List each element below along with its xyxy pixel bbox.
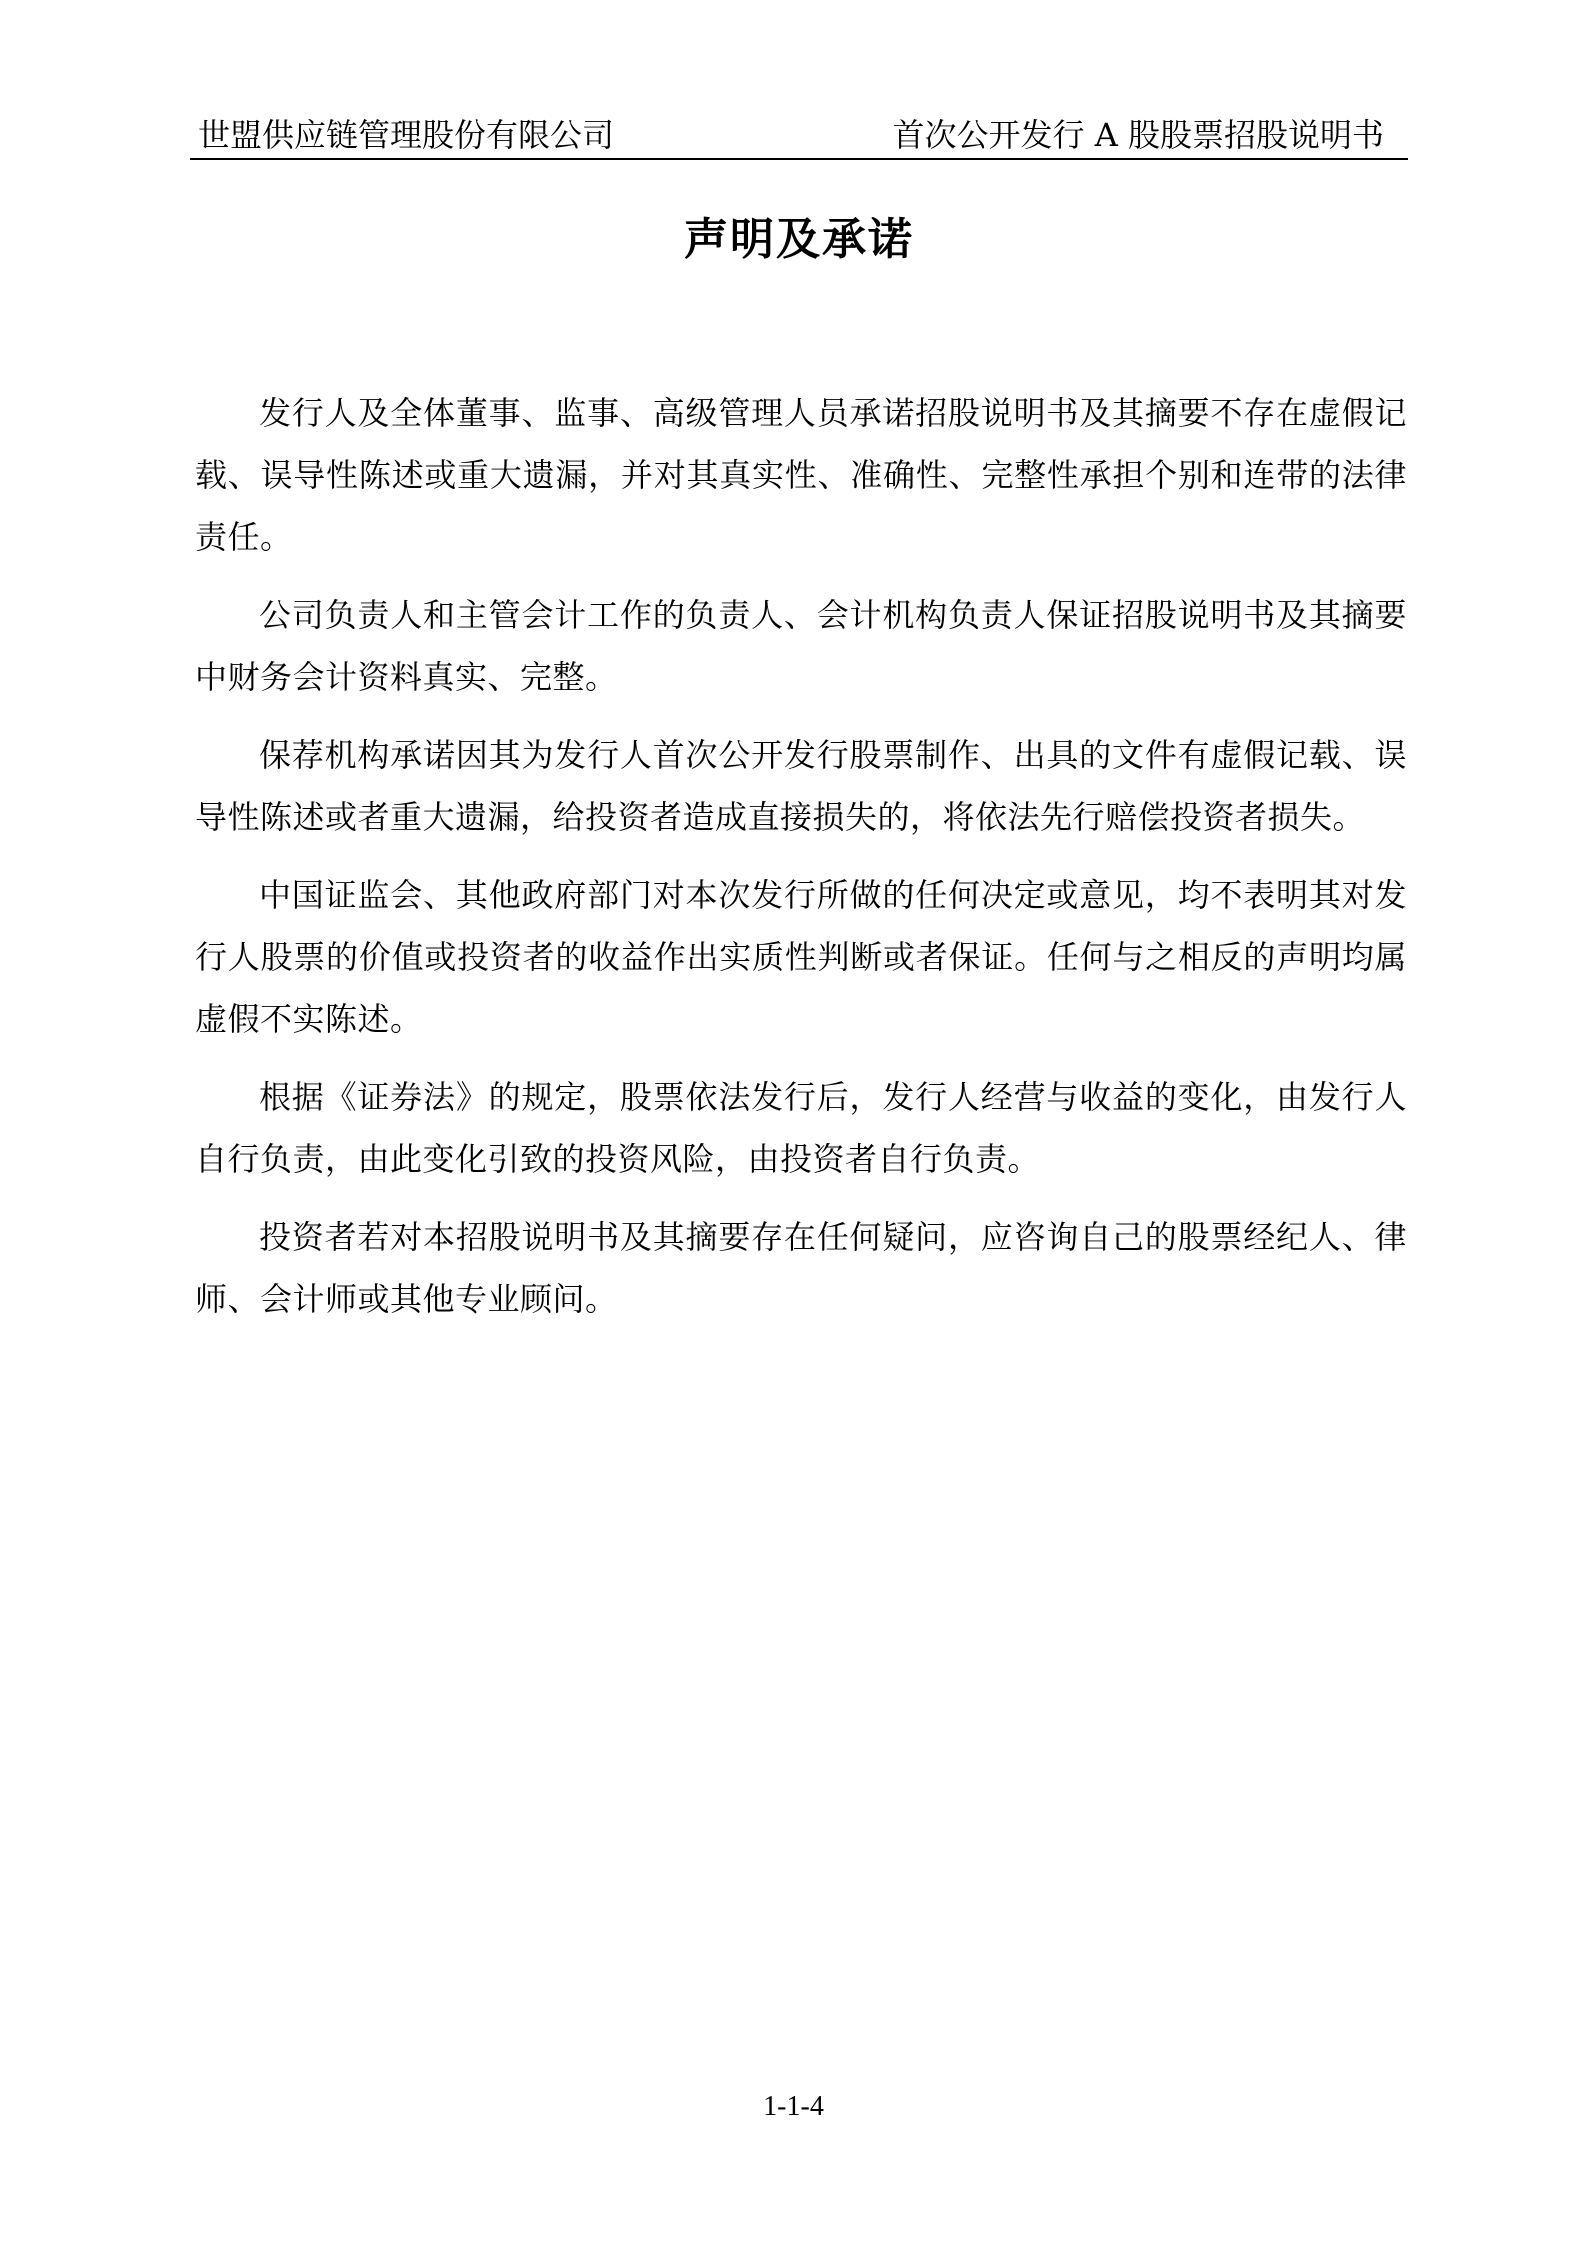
paragraph-5: 根据《证券法》的规定，股票依法发行后，发行人经营与收益的变化，由发行人自行负责，由此变化引致的投资风险，由投资者自行负责。 — [195, 1078, 1407, 1178]
paragraph-3: 保荐机构承诺因其为发行人首次公开发行股票制作、出具的文件有虚假记载、误导性陈述或者重大遗漏，给投资者造成直接损失的，将依法先行赔偿投资者损失。 — [195, 736, 1407, 836]
header-company-name: 世盟供应链管理股份有限公司 — [198, 116, 615, 154]
header-document-title: 首次公开发行 A 股股票招股说明书 — [892, 116, 1384, 154]
page-header — [190, 112, 1408, 160]
page-title: 声明及承诺 — [684, 214, 914, 265]
paragraph-2: 公司负责人和主管会计工作的负责人、会计机构负责人保证招股说明书及其摘要中财务会计资料真实、完整。 — [195, 596, 1407, 696]
statement-body — [195, 382, 1407, 1346]
paragraph-4: 中国证监会、其他政府部门对本次发行所做的任何决定或意见，均不表明其对发行人股票的价值或投资者的收益作出实质性判断或者保证。任何与之相反的声明均属虚假不实陈述。 — [195, 876, 1407, 1038]
paragraph-6: 投资者若对本招股说明书及其摘要存在任何疑问，应咨询自己的股票经纪人、律师、会计师或其他专业顾问。 — [195, 1218, 1407, 1318]
page-number: 1-1-4 — [763, 2091, 824, 2122]
paragraph-1: 发行人及全体董事、监事、高级管理人员承诺招股说明书及其摘要不存在虚假记载、误导性陈述或重大遗漏，并对其真实性、准确性、完整性承担个别和连带的法律责任。 — [195, 394, 1407, 556]
